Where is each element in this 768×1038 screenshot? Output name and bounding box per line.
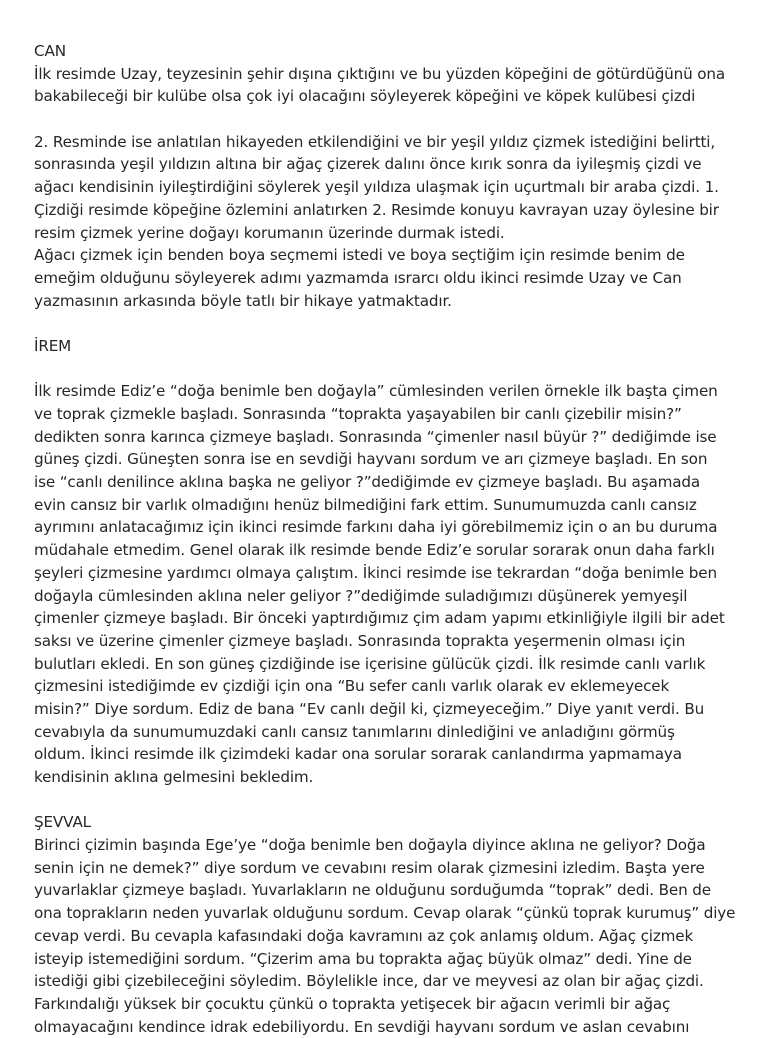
section-spacer — [34, 789, 750, 812]
text-line: ağacı kendisinin iyileştirdiğini söylerek yeşil yıldıza ulaşmak için uçurtmalı bir araba çizdi. 1. — [34, 178, 719, 197]
text-line: sonrasında yeşil yıldızın altına bir ağaç çizerek dalını önce kırık sonra da iyileşmiş çizdi ve — [34, 155, 702, 174]
text-line: resim çizmek yerine doğayı korumanın üzerinde durmak istedi. — [34, 223, 505, 242]
paragraph — [34, 63, 750, 108]
text-line: çizmesini istediğimde ev çizdiği için ona “Bu sefer canlı varlık olarak ev eklemeyecek — [34, 677, 670, 696]
section-spacer — [34, 312, 750, 335]
text-line: emeğim olduğunu söyleyerek adımı yazmamda ısrarcı oldu ikinci resimde Uzay ve Can — [34, 268, 682, 287]
text-line: ise “canlı denilince aklına başka ne geliyor ?”dediğimde ev çizmeye başladı. Bu aşamada — [34, 473, 701, 492]
text-line: 2. Resminde ise anlatılan hikayeden etkilendiğini ve bir yeşil yıldız çizmek istediğini belirtti, — [34, 132, 716, 151]
text-line: isteyip istemediğini sordum. “Çizerim ama bu toprakta ağaç büyük olmaz” dedi. Yine de — [34, 949, 692, 968]
document-body — [34, 40, 750, 1038]
section-can — [34, 40, 750, 312]
text-line: kendisinin aklına gelmesini bekledim. — [34, 768, 314, 786]
section-heading-sevval: ŞEVVAL — [34, 813, 91, 832]
text-line: Çizdiği resimde köpeğine özlemini anlatırken 2. Resimde konuyu kavrayan uzay öylesine bir — [34, 200, 719, 219]
text-line: güneş çizdi. Güneşten sonra ise en sevdiği hayvanı sordum ve arı çizmeye başladı. En son — [34, 450, 708, 469]
text-line: dedikten sonra karınca çizmeye başladı. Sonrasında “çimenler nasıl büyür ?” dediğimde ise — [34, 427, 717, 446]
text-line: cevabıyla da sunumumuzdaki canlı cansız tanımlarını dinlediğini ve anladığını görmüş — [34, 722, 675, 741]
text-line: ve toprak çizmekle başladı. Sonrasında “toprakta yaşayabilen bir canlı çizebilir misin?” — [34, 405, 682, 423]
text-line: çimenler çizmeye başladı. Bir önceki yaptırdığımız çim adam yapımı etkinliğiyle ilgili bir adet — [34, 609, 725, 628]
text-line: oldum. İkinci resimde ilk çizimdeki kadar ona sorular sorarak canlandırma yapmamaya — [34, 745, 682, 764]
section-heading-can: CAN — [34, 42, 66, 60]
paragraph-spacer — [34, 358, 750, 381]
text-line: yazmasının arkasında böyle tatlı bir hikaye yatmaktadır. — [34, 291, 452, 310]
text-line: senin için ne demek?” diye sordum ve cevabını resim olarak çizmesini izledim. Başta yere — [34, 858, 705, 877]
section-sevval — [34, 811, 750, 1038]
text-line: Ağacı çizmek için benden boya seçmemi istedi ve boya seçtiğim için resimde benim de — [34, 246, 685, 265]
text-line: olmayacağını kendince idrak edebiliyordu. En sevdiği hayvanı sordum ve aslan cevabını — [34, 1017, 690, 1036]
paragraph — [34, 380, 750, 788]
section-irem — [34, 335, 750, 789]
section-heading-irem: İREM — [34, 336, 72, 355]
paragraph — [34, 131, 750, 313]
text-line: evin cansız bir varlık olmadığını henüz bilmediğini fark ettim. Sunumumuzda canlı cansız — [34, 495, 697, 514]
text-line: bakabileceği bir kulübe olsa çok iyi olacağını söyleyerek köpeğini ve köpek kulübesi çizdi — [34, 87, 696, 106]
text-line: ayrımını anlatacağımız için ikinci resimde farkını daha iyi görebilmemiz için o an bu duruma — [34, 518, 718, 537]
paragraph — [34, 834, 750, 1038]
text-line: ona toprakların neden yuvarlak olduğunu sordum. Cevap olarak “çünkü toprak kurumuş” diye — [34, 904, 736, 923]
text-line: şeyleri çizmesine yardımcı olmaya çalıştım. İkinci resimde ise tekrardan “doğa benimle ben — [34, 563, 717, 582]
text-line: İlk resimde Ediz’e “doğa benimle ben doğayla” cümlesinden verilen örnekle ilk başta çimen — [34, 382, 718, 401]
text-line: saksı ve üzerine çimenler çizmeye başladı. Sonrasında toprakta yeşermenin olması için — [34, 631, 686, 650]
text-line: Birinci çizimin başında Ege’ye “doğa benimle ben doğayla diyince aklına ne geliyor? Doğa — [34, 836, 706, 855]
text-line: müdahale etmedim. Genel olarak ilk resimde bende Ediz’e sorular sorarak onun daha farklı — [34, 541, 715, 560]
text-line: istediği gibi çizebileceğini söyledim. Böylelikle ince, dar ve meyvesi az olan bir ağaç çizdi. — [34, 972, 704, 991]
text-line: misin?” Diye sordum. Ediz de bana “Ev canlı değil ki, çizmeyeceğim.” Diye yanıt verdi. Bu — [34, 699, 705, 718]
text-line: İlk resimde Uzay, teyzesinin şehir dışına çıktığını ve bu yüzden köpeğini de götürdüğünü ona — [34, 64, 726, 83]
paragraph-spacer — [34, 108, 750, 131]
text-line: Farkındalığı yüksek bir çocuktu çünkü o toprakta yetişecek bir ağacın verimli bir ağaç — [34, 994, 671, 1013]
text-line: cevap verdi. Bu cevapla kafasındaki doğa kavramını az çok anlamış oldum. Ağaç çizmek — [34, 926, 694, 945]
text-line: yuvarlaklar çizmeye başladı. Yuvarlakların ne olduğunu sorduğumda “toprak” dedi. Ben de — [34, 881, 711, 900]
text-line: doğayla cümlesinden aklına neler geliyor ?”dediğimde suladığımızı düşünerek yemyeşil — [34, 586, 688, 605]
text-line: bulutları ekledi. En son güneş çizdiğinde ise içerisine gülücük çizdi. İlk resimde canlı varlık — [34, 654, 706, 673]
